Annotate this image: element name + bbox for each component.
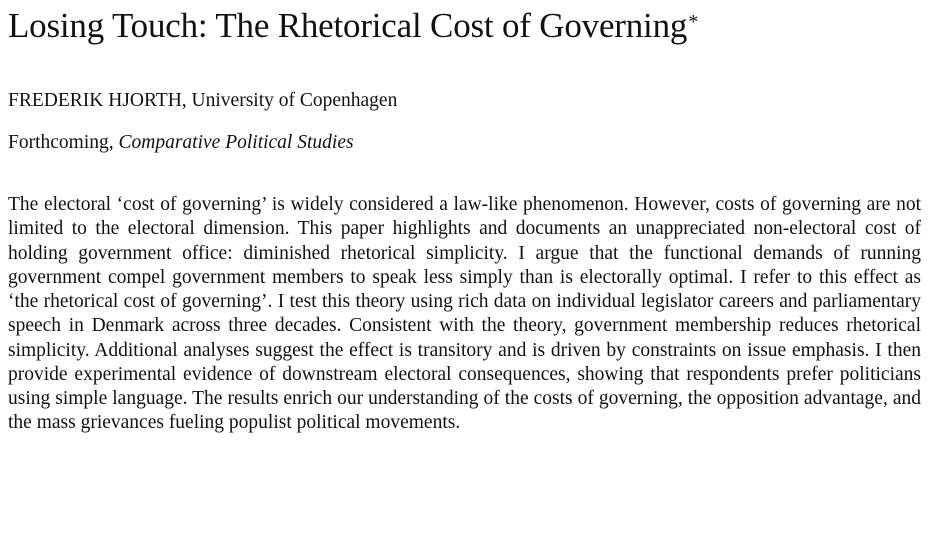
title-footnote-mark: * <box>688 11 698 33</box>
abstract: The electoral ‘cost of governing’ is widely considered a law-like phenomenon. However, costs of governing are not limited to the electoral dimension. This paper highlights and documents an unappreciated non-electoral cost of holding government office: diminished rhetorical simplicity. I argue that the functional demands of running government compel government members to speak less simply than is electorally optimal. I refer to this effect as ‘the rhetorical cost of governing’. I test this theory using rich data on individual legislator careers and parliamentary speech in Denmark across three decades. Consistent with the theory, government membership reduces rhetorical simplicity. Additional analyses suggest the effect is transitory and is driven by constraints on issue emphasis. I then provide experimental evidence of downstream electoral consequences, showing that respondents prefer politicians using simple language. The results enrich our understanding of the costs of governing, the opposition advantage, and the mass grievances fueling populist political movements. <box>8 194 921 434</box>
author-separator: , <box>181 90 192 111</box>
publication-status: Forthcoming, <box>8 132 119 153</box>
author-line <box>8 88 397 114</box>
author-affiliation: University of Copenhagen <box>191 90 398 111</box>
paper-title-text: Losing Touch: The Rhetorical Cost of Governing <box>8 6 688 45</box>
author-name: FREDERIK HJORTH <box>8 90 182 111</box>
paper-title <box>8 4 698 48</box>
publication-line <box>8 130 354 156</box>
journal-name: Comparative Political Studies <box>118 132 354 153</box>
